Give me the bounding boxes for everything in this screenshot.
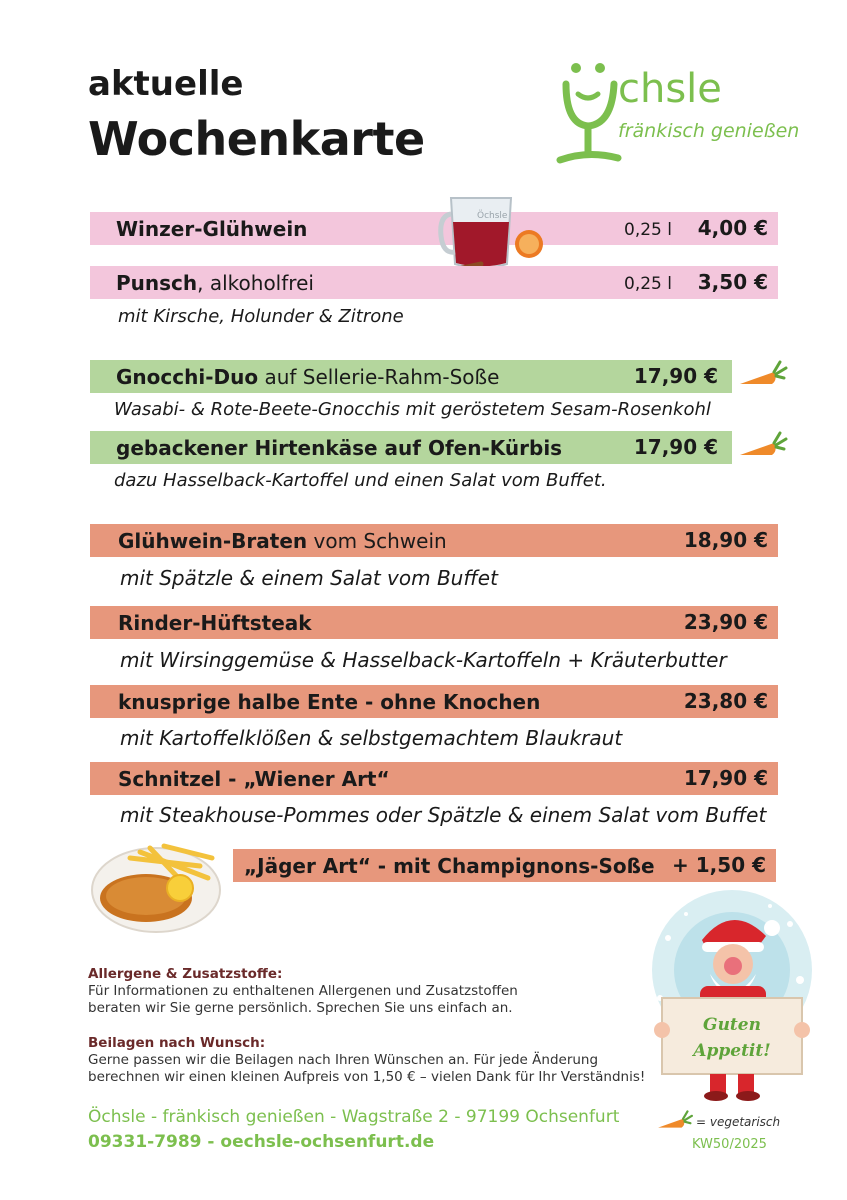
- main-dish-description: mit Wirsinggemüse & Hasselback-Kartoffeln + Kräuterbutter: [120, 648, 727, 672]
- drink-volume: 0,25 l: [624, 220, 672, 240]
- main-dish-description: mit Spätzle & einem Salat vom Buffet: [120, 566, 498, 590]
- vegetarian-legend: = vegetarisch: [696, 1115, 781, 1129]
- carrot-icon: [656, 1110, 694, 1132]
- drink-price: 4,00 €: [697, 216, 768, 240]
- main-dish-name: Rinder-Hüftsteak: [118, 611, 312, 635]
- schnitzel-plate-icon: [90, 838, 226, 934]
- addon-name: „Jäger Art“ - mit Champignons-Soße: [244, 854, 655, 878]
- sides-line: Gerne passen wir die Beilagen nach Ihren Wünschen an. Für jede Änderung: [88, 1052, 599, 1068]
- sides-heading: Beilagen nach Wunsch:: [88, 1035, 266, 1051]
- main-dish-name: Schnitzel - „Wiener Art“: [118, 767, 390, 791]
- veg-dish-price: 17,90 €: [633, 435, 718, 459]
- santa-sign-line2: Appetit!: [693, 1041, 771, 1061]
- drink-name: Winzer-Glühwein: [116, 217, 308, 241]
- santa-illustration: [640, 888, 826, 1104]
- main-dish-description: mit Kartoffelklößen & selbstgemachtem Blaukraut: [120, 726, 623, 750]
- allergen-line: Für Informationen zu enthaltenen Allergenen und Zusatzstoffen: [88, 983, 518, 999]
- footer-contact[interactable]: 09331-7989 - oechsle-ochsenfurt.de: [88, 1132, 435, 1152]
- main-dish-description: mit Steakhouse-Pommes oder Spätzle & einem Salat vom Buffet: [120, 803, 767, 827]
- veg-dish-description: dazu Hasselback-Kartoffel und einen Salat vom Buffet.: [114, 470, 607, 491]
- veg-dish-name: Gnocchi-Duo auf Sellerie-Rahm-Soße: [116, 365, 500, 389]
- main-dish-price: 17,90 €: [683, 766, 768, 790]
- drink-price: 3,50 €: [697, 270, 768, 294]
- main-dish-price: 18,90 €: [683, 528, 768, 552]
- heading-line1: aktuelle: [88, 64, 244, 104]
- drink-description: mit Kirsche, Holunder & Zitrone: [118, 306, 404, 327]
- carrot-icon: [738, 431, 788, 461]
- sides-line: berechnen wir einen kleinen Aufpreis von 1,50 € – vielen Dank für Ihr Verständnis!: [88, 1069, 646, 1085]
- main-dish-name: knusprige halbe Ente - ohne Knochen: [118, 690, 541, 714]
- mug-engraving: Öchsle: [477, 211, 508, 221]
- allergen-line: beraten wir Sie gerne persönlich. Sprechen Sie uns einfach an.: [88, 1000, 513, 1016]
- logo-tagline: fränkisch genießen: [618, 120, 800, 142]
- week-label: KW50/2025: [692, 1137, 767, 1152]
- logo-wordmark: chsle: [618, 66, 722, 112]
- allergen-info: [88, 966, 518, 1017]
- drink-name: Punsch, alkoholfrei: [116, 271, 314, 295]
- main-dish-name: Glühwein-Braten vom Schwein: [118, 529, 447, 553]
- oechsle-logo-icon: [556, 54, 622, 166]
- veg-dish-price: 17,90 €: [633, 364, 718, 388]
- main-dish-price: 23,80 €: [683, 689, 768, 713]
- carrot-icon: [738, 360, 788, 390]
- addon-price: + 1,50 €: [672, 853, 766, 877]
- drink-volume: 0,25 l: [624, 274, 672, 294]
- veg-dish-name: gebackener Hirtenkäse auf Ofen-Kürbis: [116, 436, 563, 460]
- heading-title: Wochenkarte: [88, 112, 425, 166]
- allergen-heading: Allergene & Zusatzstoffe:: [88, 966, 283, 982]
- veg-dish-description: Wasabi- & Rote-Beete-Gnocchis mit geröstetem Sesam-Rosenkohl: [114, 399, 711, 420]
- santa-sign-line1: Guten: [703, 1015, 761, 1035]
- sides-info: [88, 1035, 645, 1086]
- main-dish-price: 23,90 €: [683, 610, 768, 634]
- footer-address: Öchsle - fränkisch genießen - Wagstraße 2 - 97199 Ochsenfurt: [88, 1107, 620, 1127]
